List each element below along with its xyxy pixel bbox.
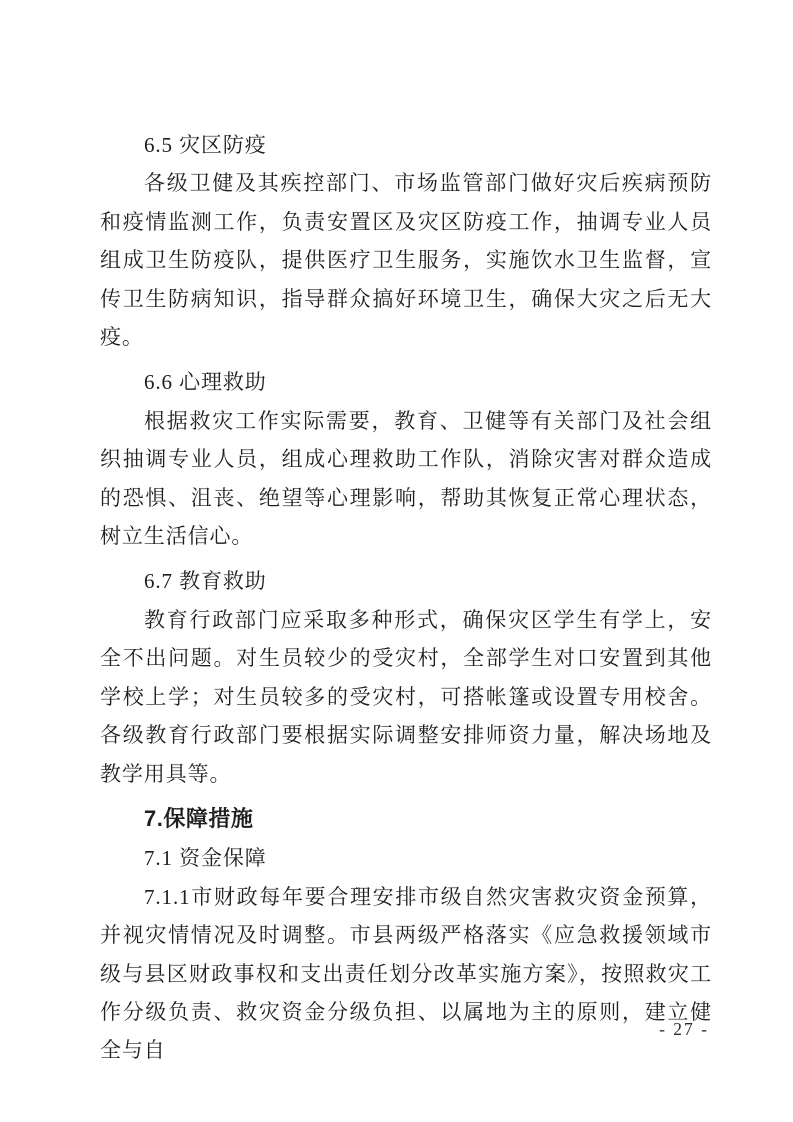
section-7-1-heading: 7.1 资金保障	[144, 846, 267, 871]
section-7-1-1-paragraph: 7.1.1市财政每年要合理安排市级自然灾害救灾资金预算，并视灾情情况及时调整。市县两级严格落实《应急救援领域市级与县区财政事权和支出责任划分改革实施方案》，按照救灾工作分级负责、救灾资金分级负担、以属地为主的原则，建立健全与自	[100, 884, 712, 1063]
page-number: - 27 -	[659, 1019, 709, 1039]
section-7	[100, 800, 712, 838]
section-6-7	[100, 562, 712, 792]
section-6-5-heading: 6.5 灾区防疫	[144, 133, 267, 157]
section-6-5	[100, 126, 712, 356]
section-6-6-heading: 6.6 心理救助	[144, 370, 267, 395]
section-7-1	[100, 839, 712, 1069]
section-6-6	[100, 363, 712, 555]
section-6-6-paragraph: 根据救灾工作实际需要，教育、卫健等有关部门及社会组织抽调专业人员，组成心理救助工作队，消除灾害对群众造成的恐惧、沮丧、绝望等心理影响，帮助其恢复正常心理状态，树立生活信心。	[100, 408, 712, 549]
section-6-5-paragraph: 各级卫健及其疾控部门、市场监管部门做好灾后疾病预防和疫情监测工作，负责安置区及灾区防疫工作，抽调专业人员组成卫生防疫队，提供医疗卫生服务，实施饮水卫生监督，宣传卫生防病知识，指导群众搞好环境卫生，确保大灾之后无大疫。	[100, 171, 712, 350]
section-6-7-paragraph: 教育行政部门应采取多种形式，确保灾区学生有学上，安全不出问题。对生员较少的受灾村，全部学生对口安置到其他学校上学；对生员较多的受灾村，可搭帐篷或设置专用校舍。各级教育行政部门要根据实际调整安排师资力量，解决场地及教学用具等。	[100, 607, 712, 786]
document-content	[100, 126, 712, 1070]
section-7-heading: 7.保障措施	[144, 805, 254, 831]
section-6-7-heading: 6.7 教育救助	[144, 569, 267, 594]
